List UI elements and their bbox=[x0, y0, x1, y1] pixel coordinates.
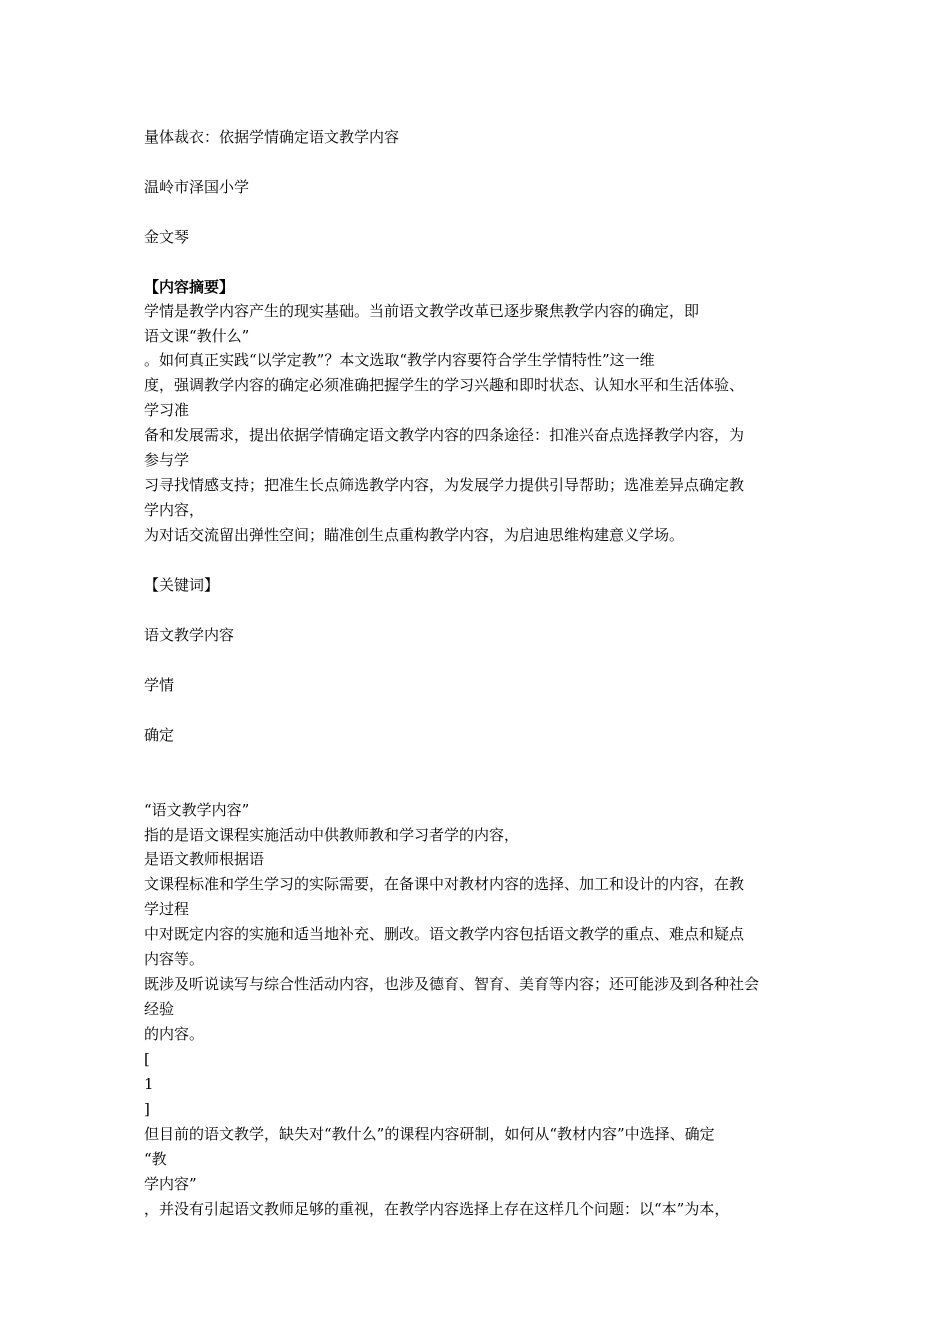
keyword-item: 语文教学内容 bbox=[144, 626, 235, 644]
body-line: “教 bbox=[144, 1150, 167, 1168]
body-line: 的内容。 bbox=[144, 1025, 205, 1043]
body-line: 内容等。 bbox=[144, 950, 205, 968]
citation-number: 1 bbox=[144, 1075, 154, 1093]
abstract-line: 。如何真正实践“以学定教”？本文选取“教学内容要符合学生学情特性”这一维 bbox=[144, 351, 655, 369]
document-title: 量体裁衣：依据学情确定语文教学内容 bbox=[144, 128, 400, 146]
abstract-line: 习寻找情感支持；把准生长点筛选教学内容，为发展学力提供引导帮助；选准差异点确定教 bbox=[144, 476, 745, 494]
keyword-item: 学情 bbox=[144, 676, 175, 694]
abstract-line: 为对话交流留出弹性空间；瞄准创生点重构教学内容，为启迪思维构建意义学场。 bbox=[144, 526, 685, 544]
abstract-heading: 【内容摘要】 bbox=[144, 278, 235, 296]
citation-bracket-open: [ bbox=[144, 1050, 150, 1068]
body-line: 学内容” bbox=[144, 1175, 197, 1193]
body-line: 文课程标准和学生学习的实际需要，在备课中对教材内容的选择、加工和设计的内容，在教 bbox=[144, 875, 745, 893]
body-line: 学过程 bbox=[144, 900, 190, 918]
body-line: 但目前的语文教学，缺失对“教什么”的课程内容研制，如何从“教材内容”中选择、确定 bbox=[144, 1125, 715, 1143]
abstract-line: 学内容， bbox=[144, 501, 205, 519]
author-name: 金文琴 bbox=[144, 228, 190, 246]
body-line: 指的是语文课程实施活动中供教师教和学习者学的内容， bbox=[144, 826, 520, 844]
abstract-line: 备和发展需求，提出依据学情确定语文教学内容的四条途径：扣准兴奋点选择教学内容，为 bbox=[144, 426, 745, 444]
abstract-line: 学情是教学内容产生的现实基础。当前语文教学改革已逐步聚焦教学内容的确定，即 bbox=[144, 302, 700, 320]
body-line: 中对既定内容的实施和适当地补充、删改。语文教学内容包括语文教学的重点、难点和疑点 bbox=[144, 925, 745, 943]
abstract-line: 度，强调教学内容的确定必须准确把握学生的学习兴趣和即时状态、认知水平和生活体验、 bbox=[144, 376, 745, 394]
abstract-line: 学习准 bbox=[144, 401, 190, 419]
keyword-item: 确定 bbox=[144, 726, 175, 744]
body-line: 经验 bbox=[144, 1000, 175, 1018]
body-line: ，并没有引起语文教师足够的重视，在教学内容选择上存在这样几个问题：以“本”为本， bbox=[144, 1200, 730, 1218]
body-line: 既涉及听说读写与综合性活动内容，也涉及德育、智育、美育等内容；还可能涉及到各种社会 bbox=[144, 975, 760, 993]
body-line: 是语文教师根据语 bbox=[144, 850, 265, 868]
abstract-line: 语文课“教什么” bbox=[144, 327, 250, 345]
abstract-line: 参与学 bbox=[144, 451, 190, 469]
school-name: 温岭市泽国小学 bbox=[144, 178, 250, 196]
keywords-heading: 【关键词】 bbox=[144, 576, 220, 594]
citation-bracket-close: ] bbox=[144, 1100, 150, 1118]
body-line: “语文教学内容” bbox=[144, 801, 250, 819]
